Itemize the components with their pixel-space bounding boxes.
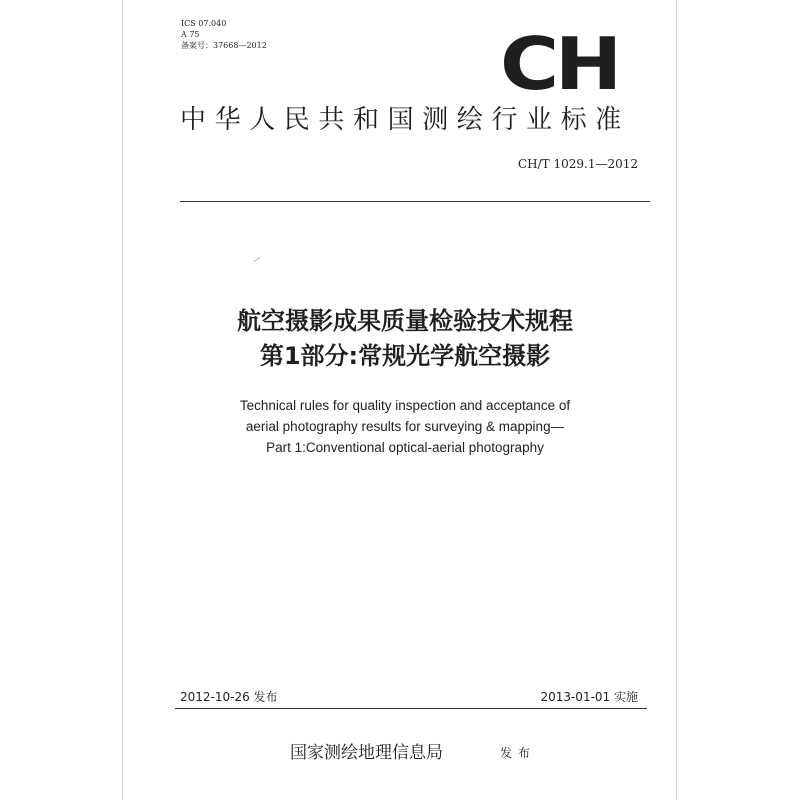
footer-divider (175, 708, 647, 709)
ch-logo: CH (500, 22, 618, 106)
title-en-line3: Part 1:Conventional optical-aerial photography (266, 440, 544, 455)
issue-date: 2012-10-26 发布 (180, 690, 278, 704)
standard-category: 中华人民共和国测绘行业标准 (180, 105, 630, 135)
title-cn-line2: 第1部分:常规光学航空摄影 (259, 342, 551, 370)
issuer-action: 发布 (500, 746, 537, 760)
title-en-line1: Technical rules for quality inspection and acceptance of (239, 398, 571, 413)
header-divider (180, 201, 650, 202)
metadata-block (181, 18, 267, 51)
record-number: 备案号：37668—2012 (181, 41, 267, 50)
title-cn-line1: 航空摄影成果质量检验技术规程 (237, 307, 573, 335)
title-en (0, 395, 800, 458)
standard-code: CH/T 1029.1—2012 (517, 157, 638, 171)
ics-code: ICS 07.040 (181, 19, 227, 28)
title-en-line2: aerial photography results for surveying & mapping— (245, 419, 565, 434)
effective-date: 2013-01-01 实施 (540, 690, 638, 704)
issuer-name: 国家测绘地理信息局 (290, 743, 443, 763)
ccs-code: A 75 (181, 30, 200, 39)
